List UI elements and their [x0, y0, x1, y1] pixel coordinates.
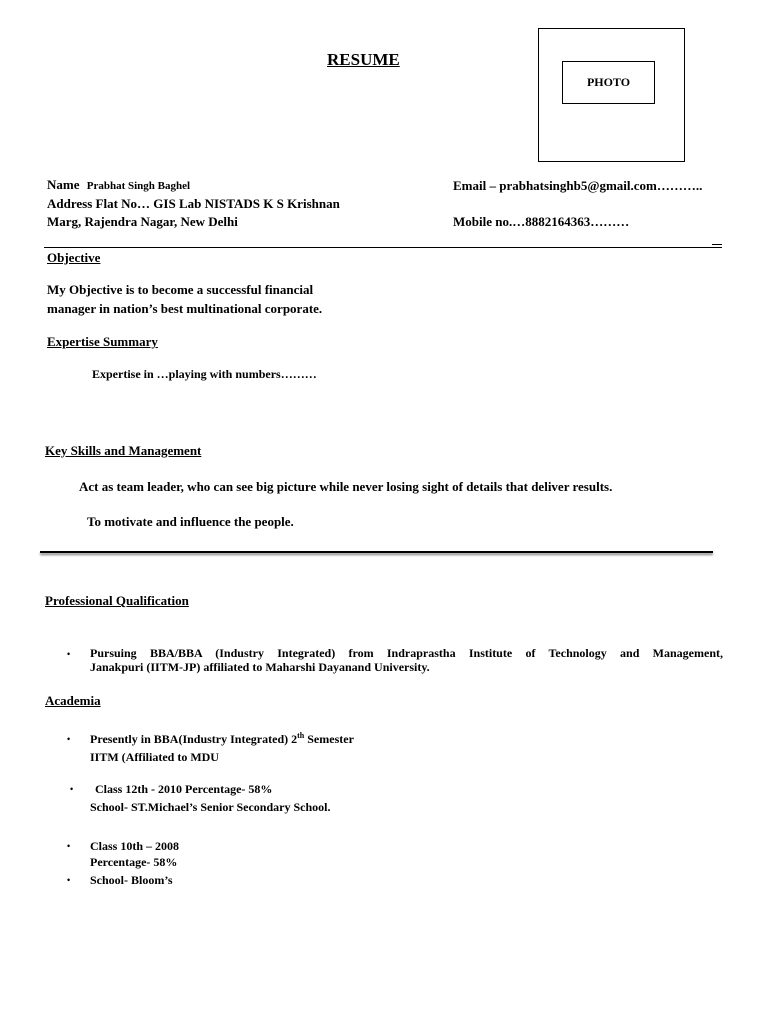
page-title: RESUME: [327, 50, 400, 69]
expertise-text: Expertise in …playing with numbers………: [92, 367, 317, 381]
professional-line-2: Janakpuri (IITM-JP) affiliated to Maharshi Dayanand University.: [90, 660, 430, 674]
academia-item-3-line-1: Class 10th – 2008: [90, 839, 180, 853]
academia-item-2-line-2: School- ST.Michael’s Senior Secondary School.: [90, 800, 331, 814]
academia-item-2-line-1: Class 12th - 2010 Percentage- 58%: [95, 782, 273, 796]
bullet-icon: •: [67, 841, 71, 851]
name-line: [47, 177, 190, 193]
bullet-icon: •: [70, 784, 74, 794]
academia-item-1-line-2: IITM (Affiliated to MDU: [90, 750, 219, 764]
photo-placeholder: [562, 61, 655, 104]
photo-label: PHOTO: [586, 75, 631, 89]
expertise-heading: Expertise Summary: [47, 334, 158, 349]
academia-item-1-suffix: Semester: [304, 732, 354, 746]
mobile-line: Mobile no.…8882164363………: [453, 214, 630, 229]
objective-line-1: My Objective is to become a successful financial: [47, 282, 314, 297]
academia-heading: Academia: [45, 693, 101, 708]
bullet-icon: •: [67, 649, 71, 659]
divider-rule-tick: [712, 244, 722, 245]
academia-item-4: School- Bloom’s: [90, 873, 173, 887]
objective-heading: Objective: [47, 250, 101, 265]
skills-item-2: To motivate and influence the people.: [87, 514, 294, 529]
name-value: Prabhat Singh Baghel: [86, 180, 191, 192]
bullet-icon: •: [67, 875, 71, 885]
objective-line-2: manager in nation’s best multinational corporate.: [47, 301, 323, 316]
academia-item-3-line-2: Percentage- 58%: [90, 855, 178, 869]
academia-item-1-line-1: [90, 732, 354, 747]
professional-heading: Professional Qualification: [45, 593, 189, 608]
bullet-icon: •: [67, 734, 71, 744]
skills-heading: Key Skills and Management: [45, 443, 202, 458]
professional-line-1: Pursuing BBA/BBA (Industry Integrated) from Indraprastha Institute of Technology and Management,: [90, 646, 723, 660]
address-line-1: Address Flat No… GIS Lab NISTADS K S Krishnan: [47, 196, 340, 211]
email-line: Email – prabhatsinghb5@gmail.com………..: [453, 178, 703, 193]
divider-rule: [44, 247, 722, 248]
ordinal-suffix: th: [297, 731, 305, 740]
academia-item-1-text: Presently in BBA(Industry Integrated) 2: [90, 732, 298, 746]
skills-item-1: Act as team leader, who can see big picture while never losing sight of details that deliver results.: [79, 479, 613, 494]
name-label: Name: [47, 177, 80, 192]
address-line-2: Marg, Rajendra Nagar, New Delhi: [47, 214, 238, 229]
section-divider: [40, 551, 713, 553]
